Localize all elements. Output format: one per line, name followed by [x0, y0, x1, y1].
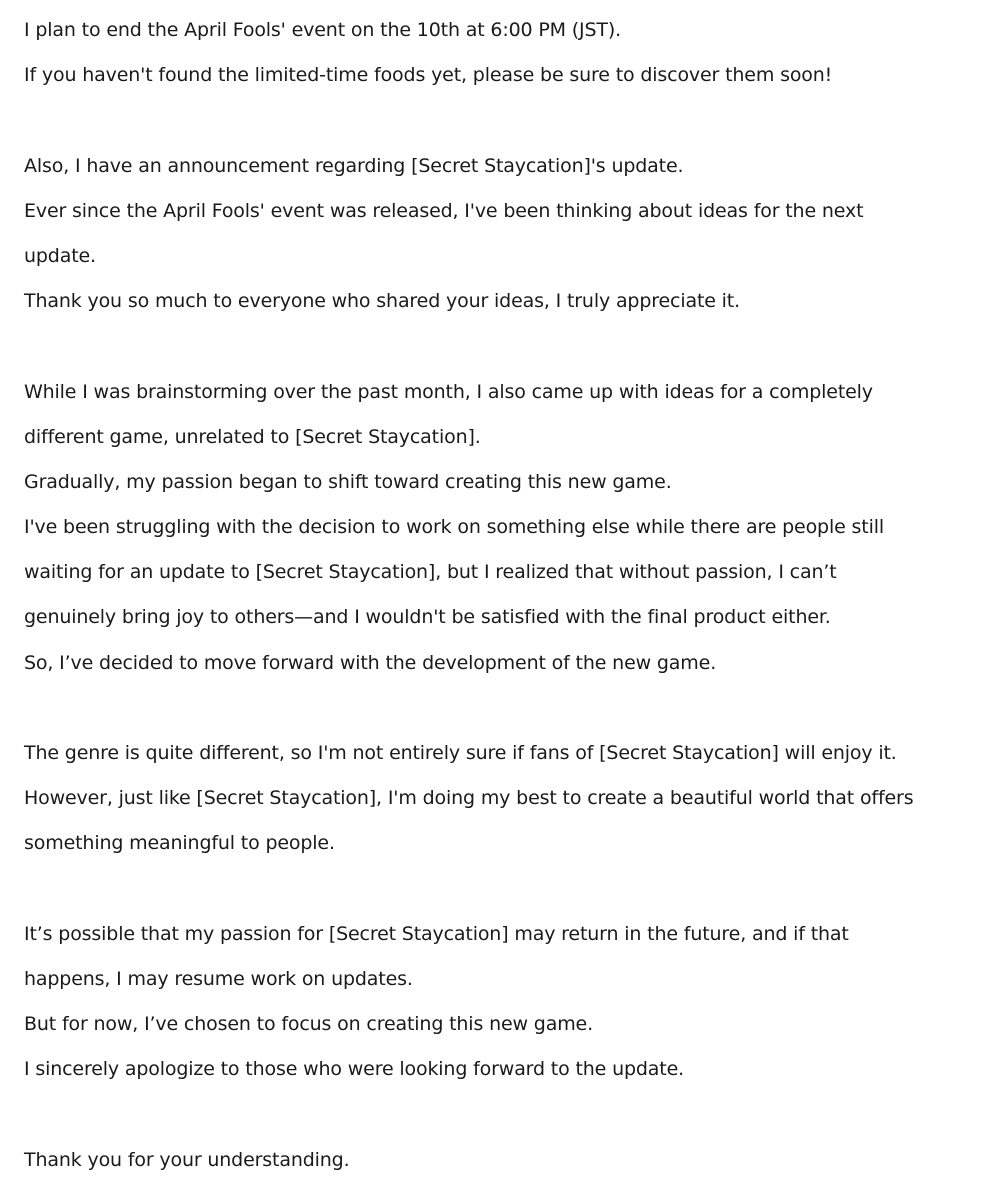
paragraph-spacer	[24, 867, 974, 912]
paragraph-future	[24, 912, 974, 1093]
text-line: Thank you so much to everyone who shared your ideas, I truly appreciate it.	[24, 290, 741, 313]
announcement-post	[24, 8, 974, 1183]
text-line: Thank you for your understanding.	[24, 1148, 350, 1171]
text-line: happens, I may resume work on updates.	[24, 967, 413, 990]
text-line: But for now, I’ve chosen to focus on creating this new game.	[24, 1013, 593, 1036]
paragraph-spacer	[24, 686, 974, 731]
text-line: genuinely bring joy to others—and I wouldn't be satisfied with the final product either.	[24, 606, 831, 629]
paragraph-spacer	[24, 1093, 974, 1138]
text-line: I plan to end the April Fools' event on the 10th at 6:00 PM (JST).	[24, 19, 622, 41]
text-line: However, just like [Secret Staycation], I'm doing my best to create a beautiful world that offers	[24, 787, 914, 810]
text-line: If you haven't found the limited-time foods yet, please be sure to discover them soon!	[24, 64, 833, 87]
text-line: The genre is quite different, so I'm not entirely sure if fans of [Secret Staycation] will enjoy it.	[24, 742, 897, 764]
text-line: Gradually, my passion began to shift toward creating this new game.	[24, 470, 672, 493]
paragraph-new-game	[24, 370, 974, 686]
paragraph-update-announcement	[24, 144, 974, 325]
paragraph-spacer	[24, 324, 974, 369]
text-line: I've been struggling with the decision to work on something else while there are people still	[24, 516, 884, 539]
text-line: waiting for an update to [Secret Staycation], but I realized that without passion, I can’t	[24, 561, 837, 584]
text-line: I sincerely apologize to those who were looking forward to the update.	[24, 1058, 685, 1081]
text-line: something meaningful to people.	[24, 832, 335, 855]
text-line: update.	[24, 244, 96, 267]
text-line: So, I’ve decided to move forward with the development of the new game.	[24, 651, 717, 674]
paragraph-event-end	[24, 8, 974, 98]
paragraph-genre	[24, 731, 974, 867]
text-line: While I was brainstorming over the past month, I also came up with ideas for a completely	[24, 380, 873, 403]
text-line: different game, unrelated to [Secret Staycation].	[24, 425, 481, 448]
text-line: It’s possible that my passion for [Secret Staycation] may return in the future, and if that	[24, 922, 849, 945]
text-line: Also, I have an announcement regarding [Secret Staycation]'s update.	[24, 154, 684, 177]
paragraph-closing	[24, 1138, 974, 1183]
paragraph-spacer	[24, 98, 974, 143]
text-line: Ever since the April Fools' event was released, I've been thinking about ideas for the next	[24, 199, 864, 222]
